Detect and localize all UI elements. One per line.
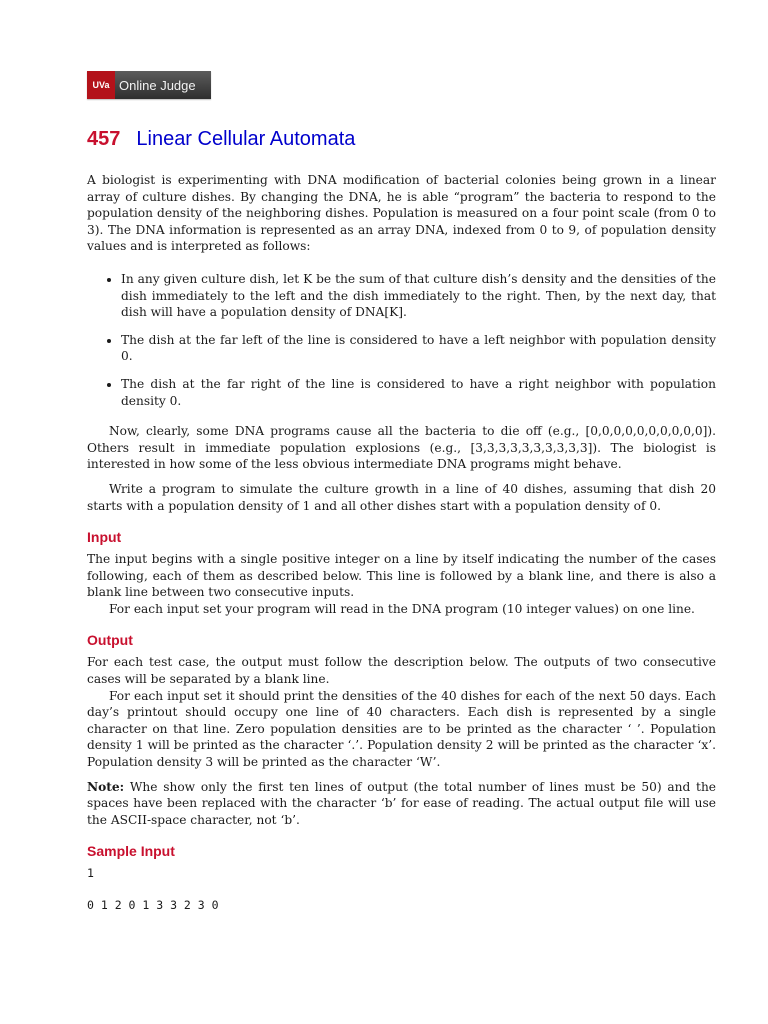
problem-title-text: Linear Cellular Automata	[136, 128, 356, 150]
note-text: Whe show only the first ten lines of output (the total number of lines must be 50) and the spaces have been replaced with the character ‘b’ for ease of reading. The actual output file will use the ASCII-space character, not ‘b’.	[87, 779, 717, 827]
uva-logo-mark: UVa	[87, 71, 115, 99]
output-paragraph-2: For each input set it should print the densities of the 40 dishes for each of the next 50 days. Each day’s printout should occupy one line of 40 characters. Each dish is represented by a single character on that line. Zero population densities are to be printed as the character ‘ ’. Population density 1 will be printed as the character ‘.’. Population density 2 will be printed as the character ‘x’. Population density 3 will be printed as the character ‘W’.	[87, 688, 716, 770]
input-paragraph-1: The input begins with a single positive integer on a line by itself indicating the number of the cases following, each of them as described below. This line is followed by a blank line, and there is also a blank line between two consecutive inputs.	[87, 552, 716, 600]
rule-item: • The dish at the far right of the line is considered to have a right neighbor with population density 0.	[121, 376, 716, 409]
clearly-paragraph: Now, clearly, some DNA programs cause all the bacteria to die off (e.g., [0,0,0,0,0,0,0,0,0,0]). Others result in immediate population explosions (e.g., [3,3,3,3,3,3,3,3,3,3]). The biologist is interested in how some of the less obvious intermediate DNA programs might behave.	[87, 424, 716, 472]
sample-input-line: 0 1 2 0 1 3 3 2 3 0	[87, 898, 219, 913]
rule-item: • The dish at the far left of the line is considered to have a left neighbor with population density 0.	[121, 332, 716, 365]
sample-input-heading: Sample Input	[87, 843, 175, 860]
rules-list	[87, 271, 716, 409]
input-paragraph-2: For each input set your program will read in the DNA program (10 integer values) on one line.	[109, 601, 695, 616]
rule-item: • In any given culture dish, let K be the sum of that culture dish’s density and the densities of the dish immediately to the left and the dish immediately to the right. Then, by the next day, that dish will have a population density of DNA[K].	[121, 271, 716, 321]
problem-number: 457	[87, 128, 121, 150]
sample-input-line: 1	[87, 866, 94, 881]
uva-online-judge-logo	[87, 71, 211, 99]
problem-title	[87, 122, 716, 156]
logo-text: Online Judge	[115, 71, 211, 99]
output-heading: Output	[87, 632, 133, 649]
write-program-paragraph: Write a program to simulate the culture growth in a line of 40 dishes, assuming that dish 20 starts with a population density of 1 and all other dishes start with a population density of 0.	[87, 481, 716, 513]
intro-paragraph: A biologist is experimenting with DNA modification of bacterial colonies being grown in a linear array of culture dishes. By changing the DNA, he is able “program” the bacteria to respond to the population density of the neighboring dishes. Population is measured on a four point scale (from 0 to 3). The DNA information is represented as an array DNA, indexed from 0 to 9, of population density values and is interpreted as follows:	[87, 173, 716, 254]
note-paragraph	[87, 779, 716, 829]
input-heading: Input	[87, 529, 122, 546]
note-label: Note:	[87, 779, 125, 794]
output-paragraph-1: For each test case, the output must follow the description below. The outputs of two consecutive cases will be separated by a blank line.	[87, 655, 716, 687]
problem-content	[87, 122, 716, 913]
